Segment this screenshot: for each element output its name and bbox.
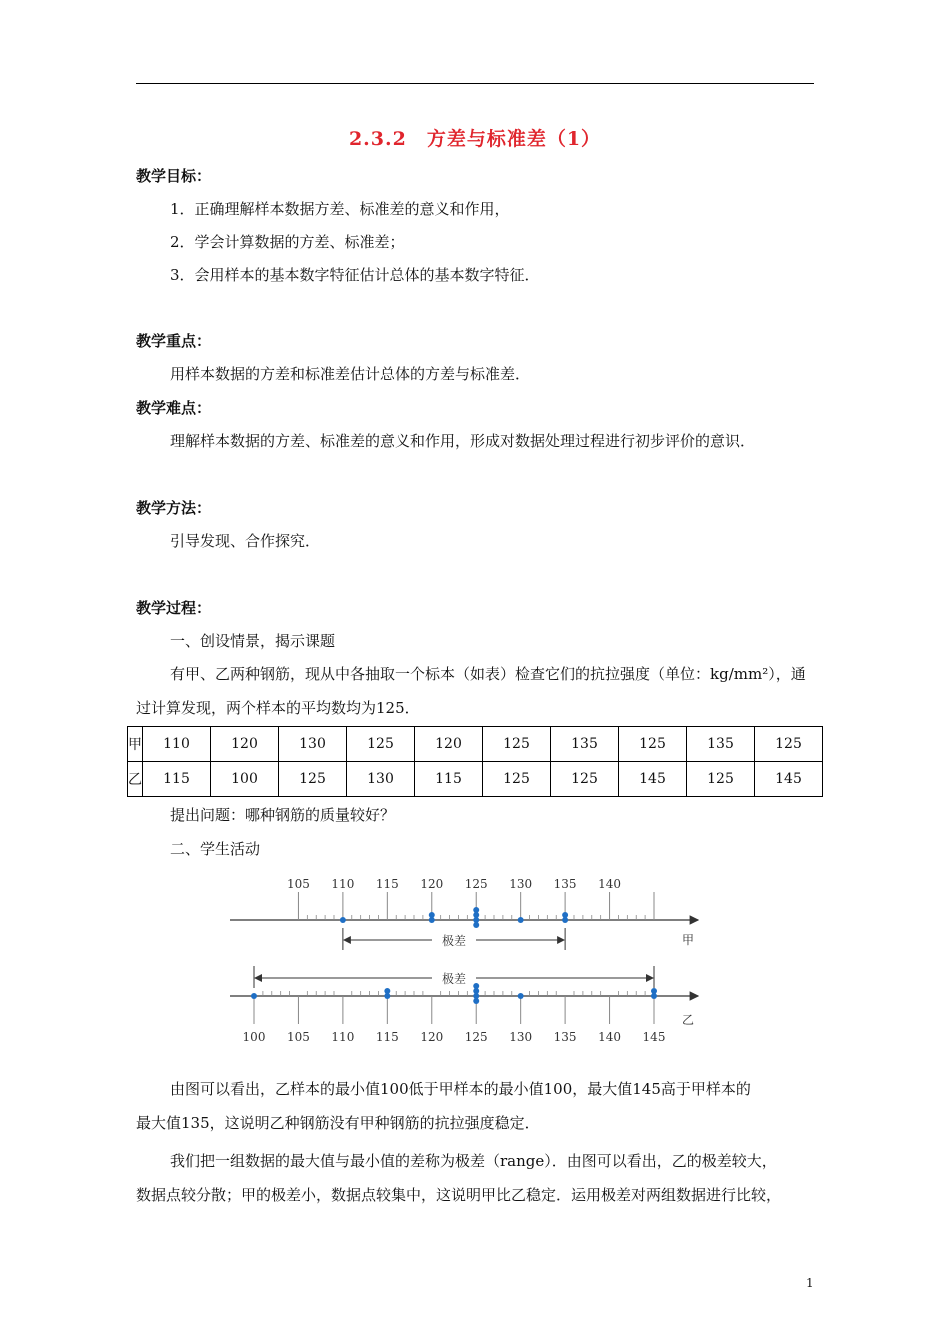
series-label: 甲 [682, 933, 695, 947]
section-1-heading: 一、创设情景，揭示课题 [170, 632, 336, 650]
table-cell: 135 [551, 727, 619, 762]
analysis-line-4: 数据点较分散；甲的极差小，数据点较集中，这说明甲比乙稳定．运用极差对两组数据进行比较， [136, 1186, 782, 1204]
table-cell: 135 [687, 727, 755, 762]
data-point [251, 993, 257, 999]
data-point [562, 912, 568, 918]
tick-label: 125 [464, 1030, 488, 1044]
tick-label: 135 [553, 877, 577, 891]
tick-label: 100 [242, 1030, 266, 1044]
difficulties-text: 理解样本数据的方差、标准差的意义和作用，形成对数据处理过程进行初步评价的意识． [170, 432, 756, 450]
data-point [340, 917, 346, 923]
data-point [651, 988, 657, 994]
data-point [384, 988, 390, 994]
process-heading: 教学过程： [136, 599, 212, 617]
table-cell: 130 [279, 727, 347, 762]
objective-item: 3．会用样本的基本数字特征估计总体的基本数字特征． [170, 266, 540, 284]
analysis-line-2: 最大值135，这说明乙种钢筋没有甲种钢筋的抗拉强度稳定． [136, 1114, 540, 1132]
tick-label: 110 [331, 1030, 355, 1044]
data-point [473, 922, 479, 928]
table-cell: 125 [551, 762, 619, 797]
tick-label: 145 [642, 1030, 666, 1044]
tick-label: 115 [375, 1030, 399, 1044]
table-cell: 100 [211, 762, 279, 797]
key-points-text: 用样本数据的方差和标准差估计总体的方差与标准差． [170, 365, 531, 383]
sample-table [127, 726, 823, 797]
table-cell: 115 [415, 762, 483, 797]
tick-label: 110 [331, 877, 355, 891]
tick-label: 140 [598, 1030, 622, 1044]
objective-item: 1．正确理解样本数据方差、标准差的意义和作用， [170, 200, 510, 218]
method-text: 引导发现、合作探究． [170, 532, 321, 550]
range-label: 极差 [441, 972, 467, 986]
tick-label: 115 [375, 877, 399, 891]
row-label: 甲 [128, 727, 143, 762]
section-2-heading: 二、学生活动 [170, 840, 261, 858]
data-point [473, 907, 479, 913]
table-cell: 125 [619, 727, 687, 762]
table-cell: 120 [415, 727, 483, 762]
difficulties-heading: 教学难点： [136, 399, 212, 417]
objectives-heading: 教学目标： [136, 167, 212, 185]
data-point [473, 983, 479, 989]
tick-label: 120 [420, 877, 444, 891]
page-number: 1 [806, 1276, 814, 1290]
tick-label: 105 [286, 1030, 310, 1044]
number-line-chart [220, 868, 710, 1048]
data-point [429, 912, 435, 918]
method-heading: 教学方法： [136, 499, 212, 517]
table-cell: 120 [211, 727, 279, 762]
table-cell: 110 [143, 727, 211, 762]
analysis-line-1: 由图可以看出，乙样本的最小值100低于甲样本的最小值100，最大值145高于甲样本的 [170, 1080, 751, 1098]
table-row [128, 762, 823, 797]
data-point [518, 993, 524, 999]
header-rule [136, 83, 814, 84]
range-label: 极差 [441, 934, 467, 948]
question-text: 提出问题：哪种钢筋的质量较好？ [170, 806, 396, 824]
tick-label: 130 [509, 877, 533, 891]
table-cell: 115 [143, 762, 211, 797]
tick-label: 140 [598, 877, 622, 891]
table-cell: 125 [755, 727, 823, 762]
table-cell: 125 [279, 762, 347, 797]
data-point [518, 917, 524, 923]
table-row [128, 727, 823, 762]
analysis-line-3: 我们把一组数据的最大值与最小值的差称为极差（range）．由图可以看出，乙的极差较大， [170, 1152, 777, 1170]
table-cell: 145 [755, 762, 823, 797]
tick-label: 120 [420, 1030, 444, 1044]
table-cell: 125 [483, 727, 551, 762]
data-point [473, 998, 479, 1004]
intro-line-1: 有甲、乙两种钢筋，现从中各抽取一个标本（如表）检查它们的抗拉强度（单位：kg/mm²），通 [170, 665, 806, 683]
tick-label: 135 [553, 1030, 577, 1044]
table-cell: 125 [347, 727, 415, 762]
series-label: 乙 [682, 1013, 695, 1027]
key-points-heading: 教学重点： [136, 332, 212, 350]
objective-item: 2．学会计算数据的方差、标准差； [170, 233, 405, 251]
page-title: 2.3.2 方差与标准差（1） [348, 128, 602, 150]
tick-label: 105 [286, 877, 310, 891]
table-cell: 125 [687, 762, 755, 797]
tick-label: 125 [464, 877, 488, 891]
row-label: 乙 [128, 762, 143, 797]
table-cell: 145 [619, 762, 687, 797]
table-cell: 130 [347, 762, 415, 797]
tick-label: 130 [509, 1030, 533, 1044]
table-cell: 125 [483, 762, 551, 797]
intro-line-2: 过计算发现，两个样本的平均数均为125． [136, 699, 420, 717]
